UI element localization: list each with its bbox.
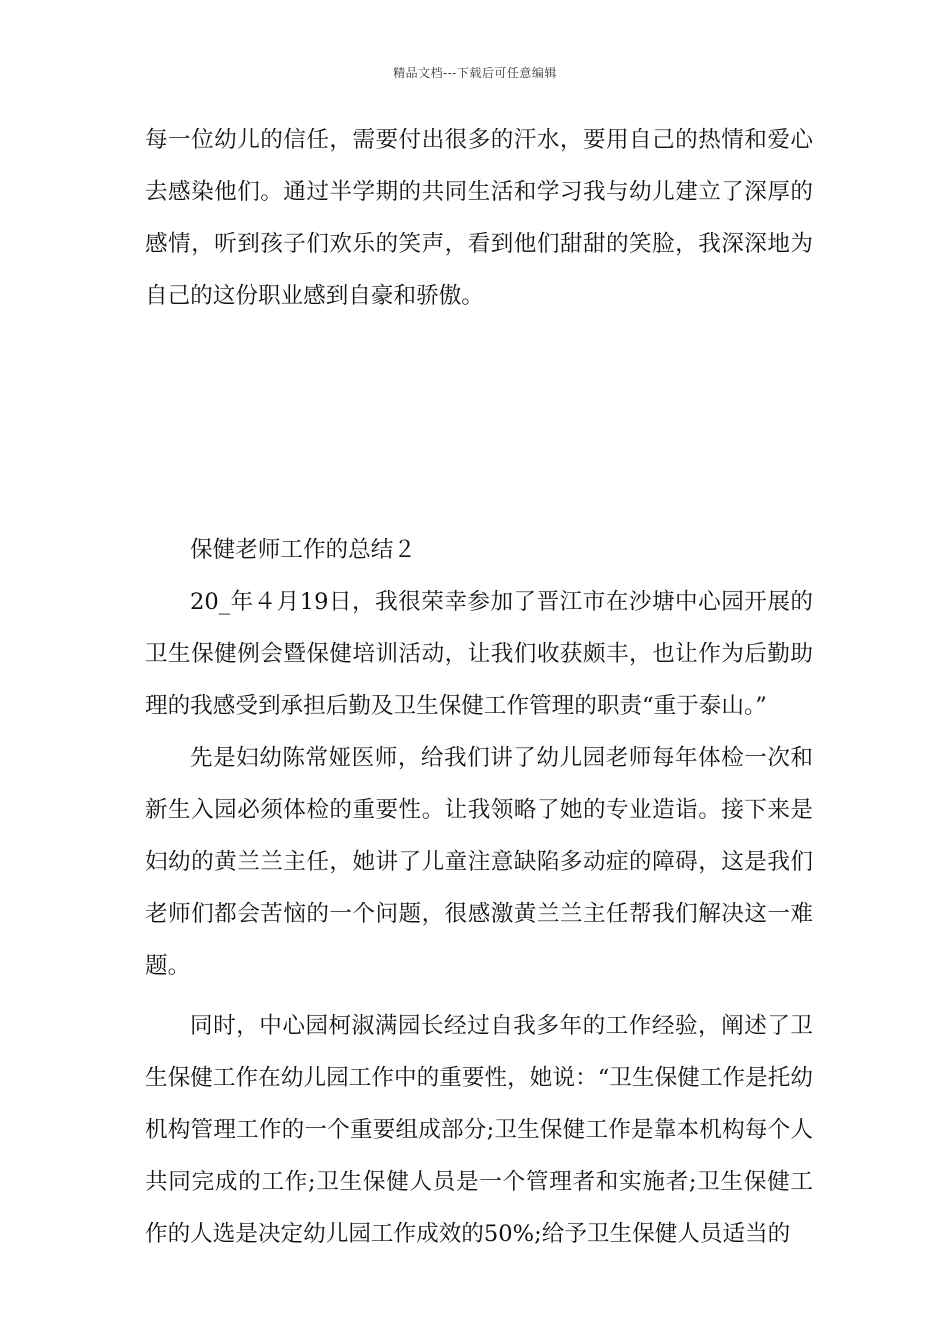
paragraph-1: 每一位幼儿的信任，需要付出很多的汗水，要用自己的热情和爱心去感染他们。通过半学期的共同生活和学习我与幼儿建立了深厚的感情，听到孩子们欢乐的笑声，看到他们甜甜的笑脸，我深深地为自己的这份职业感到自豪和骄傲。	[145, 127, 813, 309]
section-1	[145, 114, 813, 322]
paragraph-4: 同时，中心园柯淑满园长经过自我多年的工作经验，阐述了卫生保健工作在幼儿园工作中的重要性，她说：“卫生保健工作是托幼机构管理工作的一个重要组成部分;卫生保健工作是靠本机构每个人共同完成的工作;卫生保健人员是一个管理者和实施者;卫生保健工作的人选是决定幼儿园工作成效的50%;给予卫生保健人员适当的	[145, 1013, 813, 1247]
paragraph-3: 先是妇幼陈常娅医师，给我们讲了幼儿园老师每年体检一次和新生入园必须体检的重要性。让我领略了她的专业造诣。接下来是妇幼的黄兰兰主任，她讲了儿童注意缺陷多动症的障碍，这是我们老师们都会苦恼的一个问题，很感激黄兰兰主任帮我们解决这一难题。	[145, 745, 813, 979]
section-2	[145, 524, 813, 1260]
paragraph-2: 20_年４月19日，我很荣幸参加了晋江市在沙塘中心园开展的卫生保健例会暨保健培训活动，让我们收获颇丰，也让作为后勤助理的我感受到承担后勤及卫生保健工作管理的职责“重于泰山。”	[145, 589, 813, 719]
section-title: 保健老师工作的总结２	[190, 537, 416, 563]
page-header: 精品文档---下载后可任意编辑	[393, 66, 557, 80]
